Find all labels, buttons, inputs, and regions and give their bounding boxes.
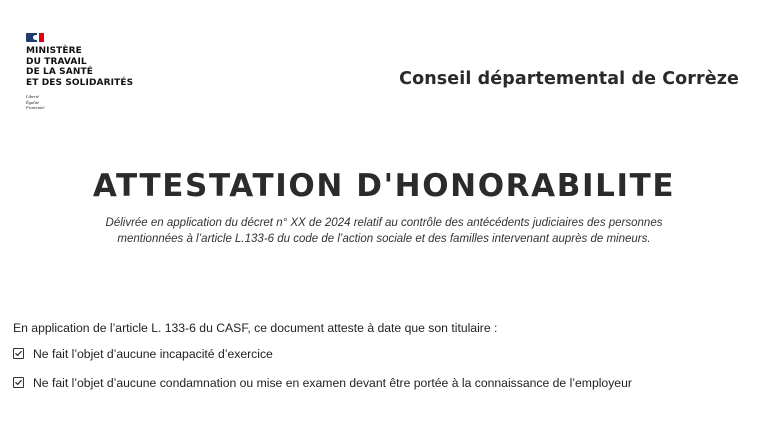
attestation-item-text: Ne fait l’objet d’aucune condamnation ou mise en examen devant être portée à la connaissance de l’employeur bbox=[33, 376, 632, 390]
flag-red-band bbox=[39, 33, 44, 42]
subtitle-line: mentionnées à l’article L.133-6 du code de l’action sociale et des familles intervenant auprès de mineurs. bbox=[117, 233, 651, 245]
council-name: Conseil départemental de Corrèze bbox=[399, 69, 739, 89]
ministry-name bbox=[26, 46, 133, 88]
document-title: ATTESTATION D'HONORABILITE bbox=[92, 168, 676, 204]
checkbox-checked-icon bbox=[13, 348, 24, 359]
ministry-line: DU TRAVAIL bbox=[26, 56, 87, 67]
document-subtitle bbox=[40, 215, 728, 247]
attestation-item-text: Ne fait l’objet d’aucune incapacité d’exercice bbox=[33, 347, 273, 361]
marianne-flag-icon bbox=[26, 33, 133, 42]
ministry-logo bbox=[26, 33, 133, 111]
intro-text: En application de l’article L. 133-6 du CASF, ce document atteste à date que son titulaire : bbox=[13, 321, 498, 335]
motto-line: Liberté bbox=[26, 94, 39, 99]
ministry-line: DE LA SANTÉ bbox=[26, 67, 93, 77]
attestation-item bbox=[13, 345, 273, 364]
attestation-item bbox=[13, 374, 673, 393]
ministry-line: ET DES SOLIDARITÉS bbox=[26, 77, 134, 88]
checkbox-checked-icon bbox=[13, 377, 24, 388]
ministry-line: MINISTÈRE bbox=[26, 46, 82, 56]
motto-line: Égalité bbox=[26, 99, 39, 105]
subtitle-line: Délivrée en application du décret n° XX de 2024 relatif au contrôle des antécédents judiciaires des personnes bbox=[105, 217, 663, 229]
republic-motto bbox=[26, 94, 133, 111]
flag-blue-band bbox=[26, 33, 37, 42]
motto-line: Fraternité bbox=[26, 105, 45, 110]
